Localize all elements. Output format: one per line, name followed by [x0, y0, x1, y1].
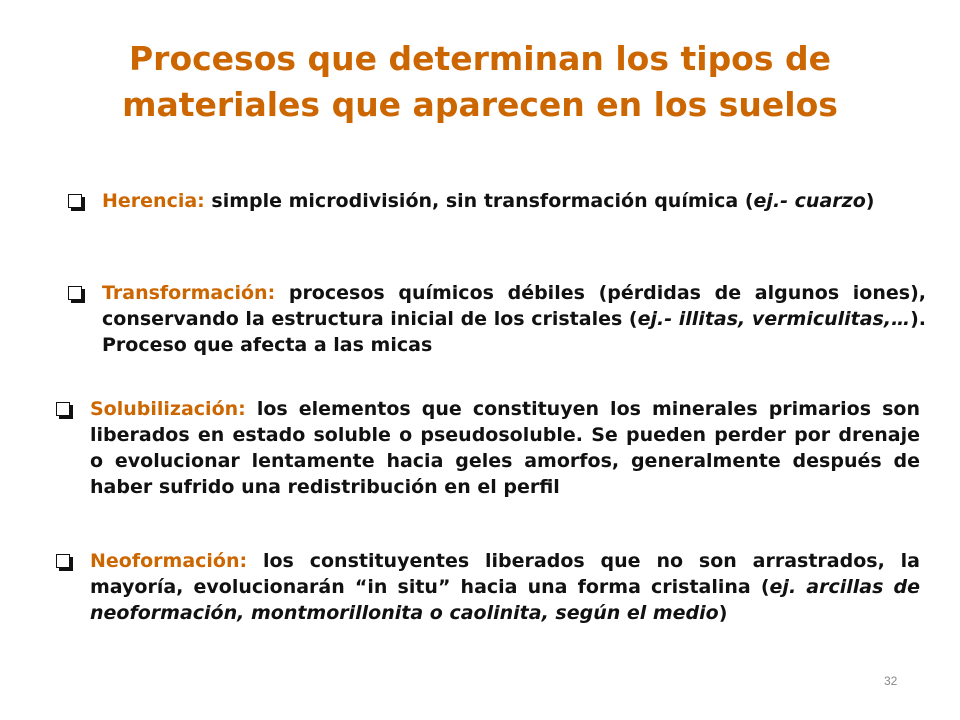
bullet-example: ej.- illitas, vermiculitas,…	[637, 308, 911, 330]
bullet-body: simple microdivisión, sin transformación química (	[204, 190, 754, 212]
slide-title-line-1: Procesos que determinan los tipos de	[128, 39, 831, 78]
bullet-body: los elementos que constituyen los minerales primarios son liberados en estado soluble o pseudosoluble. Se pueden perder por drenaje o evolucionar lentamente hacia geles amorfos, generalmente después de haber sufrido una redistribución en el perfil	[90, 398, 920, 498]
bullet-body: procesos químicos débiles (pérdidas de algunos iones), conservando la estructura inicial de los cristales (	[102, 282, 926, 330]
bullet-body-end: )	[865, 190, 875, 212]
bullet-term: Solubilización:	[90, 398, 246, 420]
square-bullet-icon	[68, 194, 82, 208]
bullet-text	[60, 396, 920, 500]
bullet-body-end: ). Proceso que afecta a las micas	[102, 308, 926, 356]
bullet-body: los constituyentes liberados que no son arrastrados, la mayoría, evolucionarán “in situ” hacia una forma cristalina (	[90, 550, 920, 598]
slide-title	[40, 36, 920, 128]
page-number: 32	[884, 674, 898, 688]
bullet-item-transformacion	[72, 280, 926, 358]
bullet-example: ej. arcillas de neoformación, montmorillonita o caolinita, según el medio	[90, 576, 920, 624]
bullet-item-neoformacion	[60, 548, 920, 626]
bullet-text	[60, 548, 920, 626]
bullet-text	[72, 188, 926, 214]
bullet-text	[72, 280, 926, 358]
square-bullet-icon	[56, 554, 70, 568]
bullet-item-solubilizacion	[60, 396, 920, 500]
bullet-term: Neoformación:	[90, 550, 248, 572]
square-bullet-icon	[56, 402, 70, 416]
square-bullet-icon	[68, 286, 82, 300]
bullet-item-herencia	[72, 188, 926, 214]
bullet-example: ej.- cuarzo	[753, 190, 866, 212]
bullet-term: Transformación:	[102, 282, 276, 304]
bullet-body-end: )	[718, 602, 728, 624]
slide-title-line-2: materiales que aparecen en los suelos	[122, 85, 838, 124]
bullet-term: Herencia:	[102, 190, 205, 212]
